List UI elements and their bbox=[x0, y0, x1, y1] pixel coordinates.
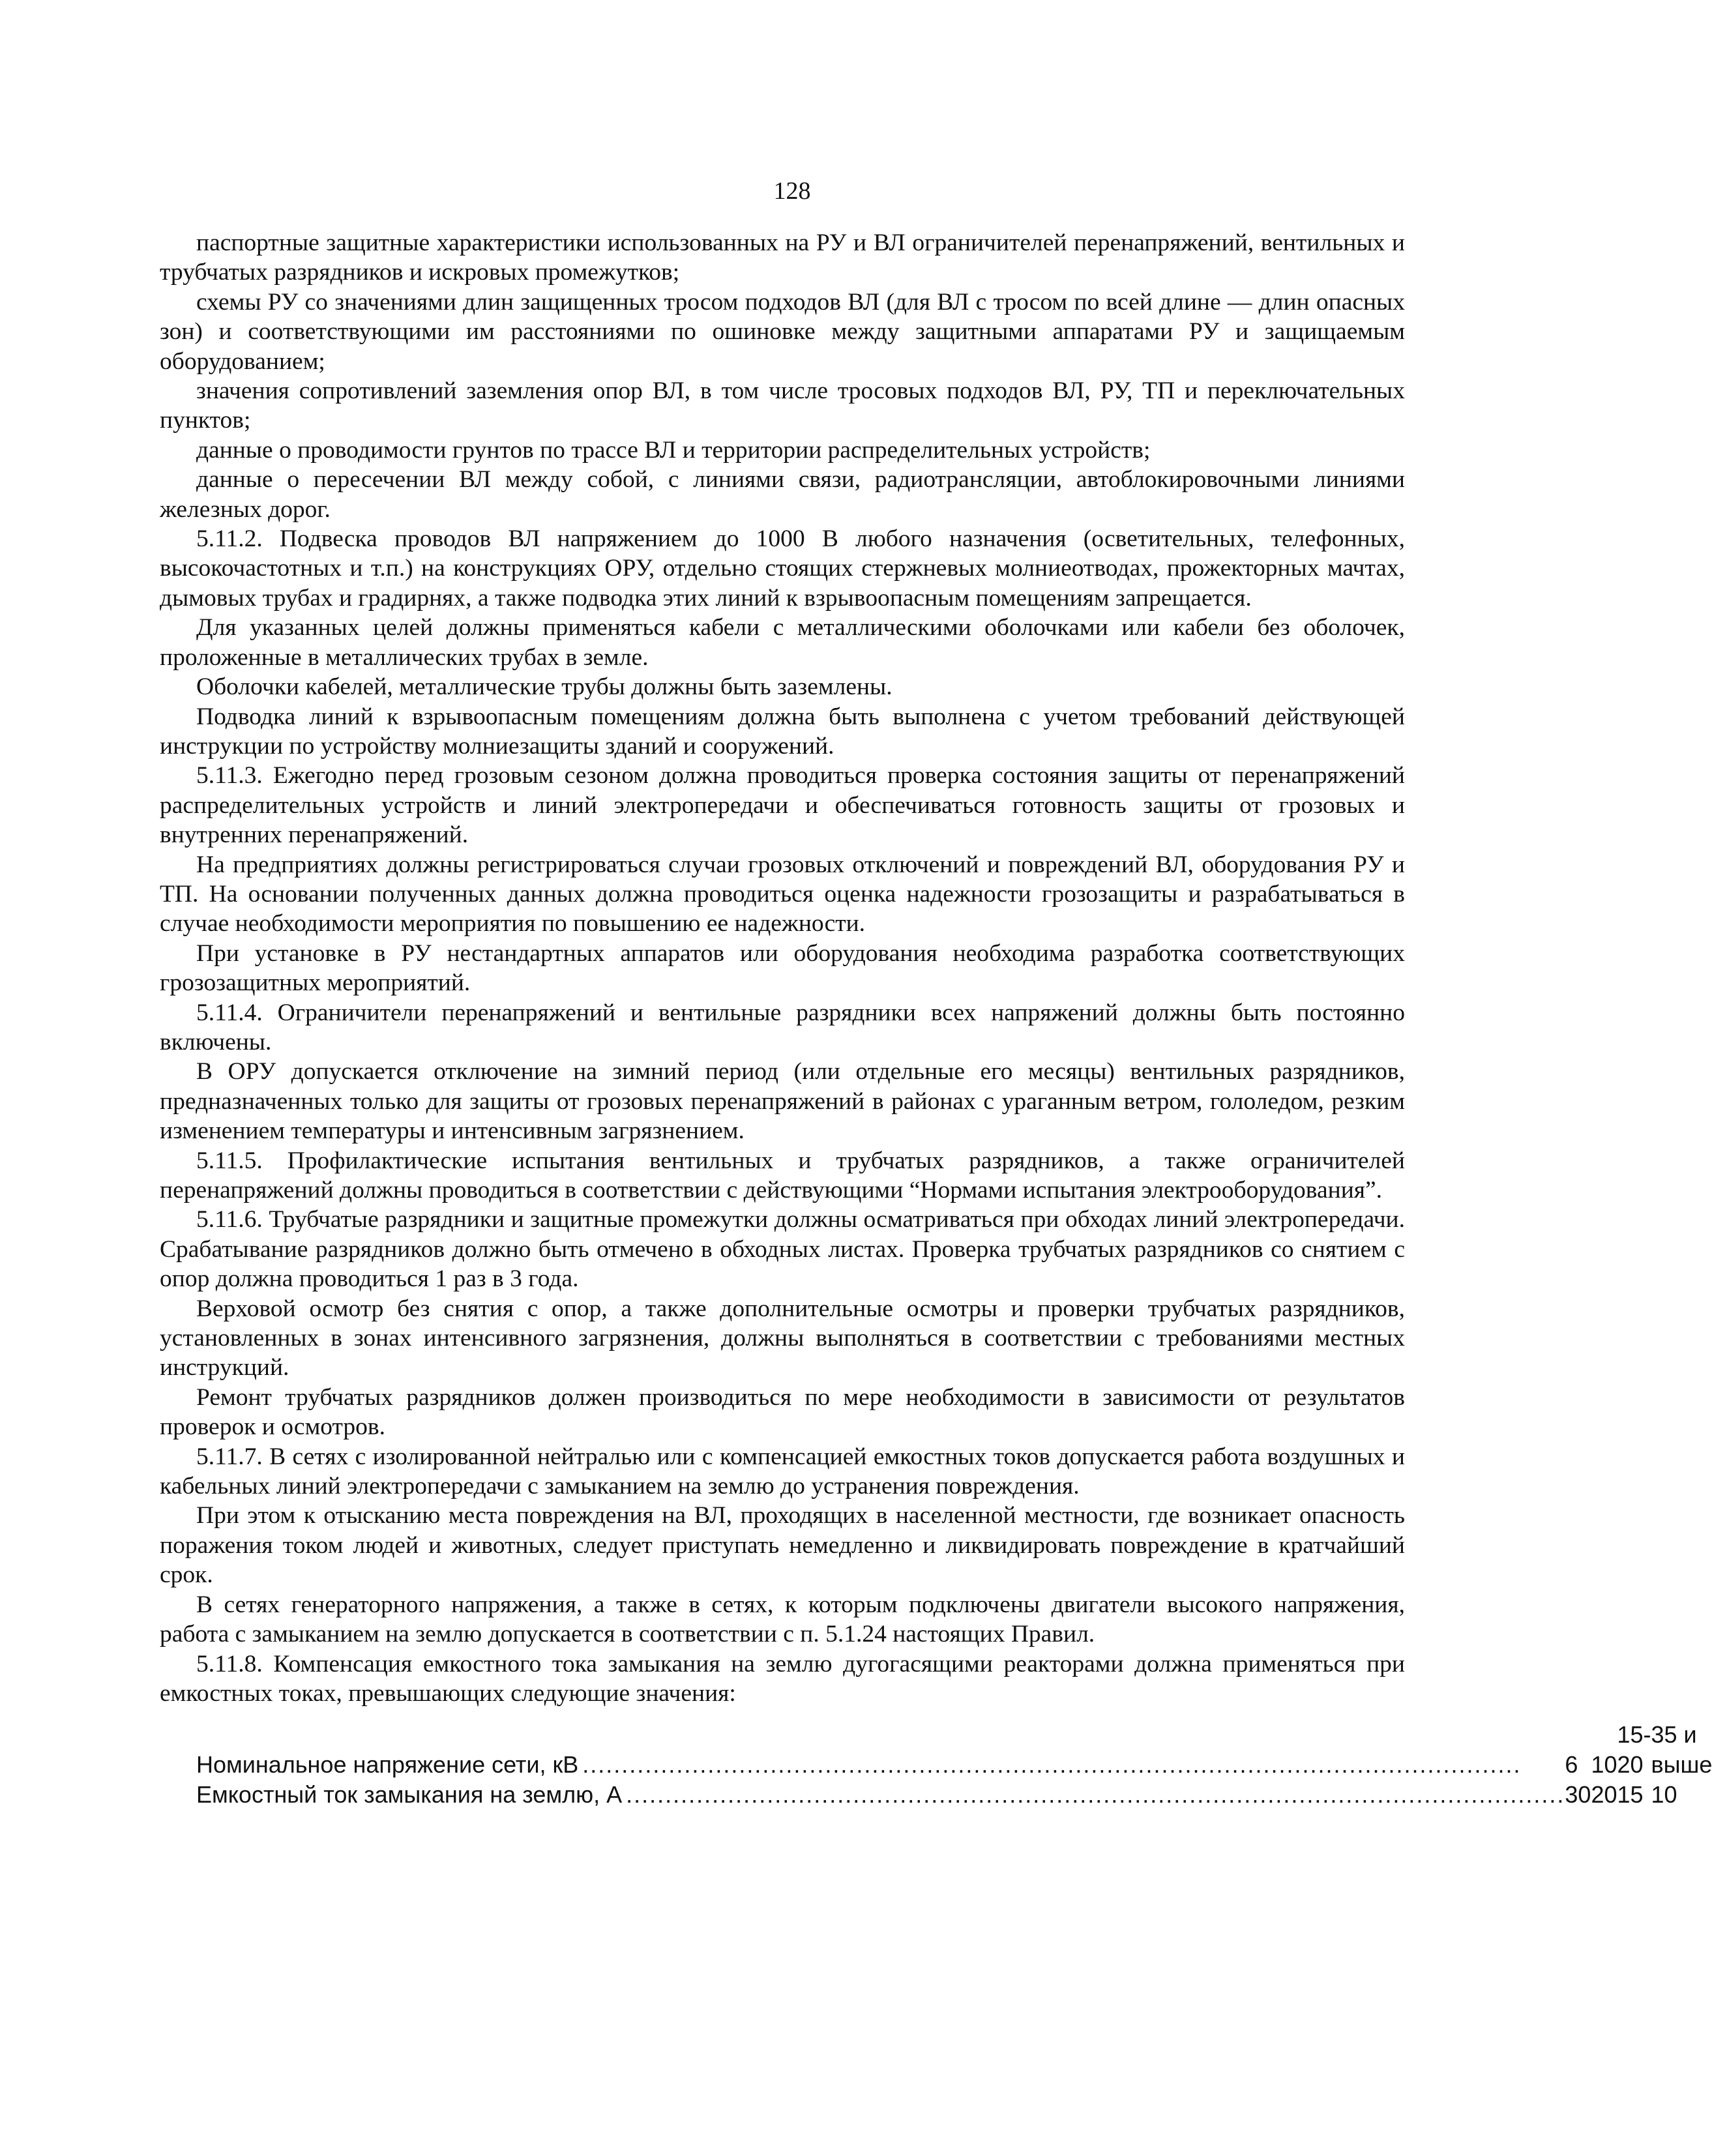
table-cell: 10 bbox=[1651, 1781, 1677, 1809]
paragraph: Подводка линий к взрывоопасным помещениям должна быть выполнена с учетом требований действующей инструкции по устройству молниезащиты зданий и сооружений. bbox=[160, 703, 1405, 760]
paragraph: При установке в РУ нестандартных аппаратов или оборудования необходима разработка соответствующих грозозащитных мероприятий. bbox=[160, 939, 1405, 997]
paragraph: При этом к отысканию места повреждения на ВЛ, проходящих в населенной местности, где возникает опасность поражения током людей и животных, следует приступать немедленно и ликвидировать повреждение в кратчайший срок. bbox=[160, 1502, 1405, 1589]
paragraph: схемы РУ со значениями длин защищенных тросом подходов ВЛ (для ВЛ с тросом по всей длине — длин опасных зон) и соответствующими им расстояниями по ошиновке между защитными аппаратами РУ и защищаемым оборудованием; bbox=[160, 288, 1405, 375]
table-cell: 15-20 bbox=[1617, 1721, 1651, 1779]
table-row bbox=[196, 1780, 1712, 1810]
table-cell: 10 bbox=[1591, 1751, 1617, 1779]
paragraph: 5.11.8. Компенсация емкостного тока замыкания на землю дугогасящими реакторами должна применяться при емкостных токах, превышающих следующие значения: bbox=[160, 1650, 1405, 1707]
document-page bbox=[160, 176, 1712, 1810]
paragraph: 5.11.4. Ограничители перенапряжений и вентильные разрядники всех напряжений должны быть постоянно включены. bbox=[160, 999, 1405, 1056]
page-number: 128 bbox=[773, 177, 811, 205]
table-row bbox=[196, 1720, 1712, 1780]
paragraph: На предприятиях должны регистрироваться случаи грозовых отключений и повреждений ВЛ, оборудования РУ и ТП. На основании полученных данных должна проводиться оценка надежности грозозащиты и разрабатываться в случае необходимости мероприятия по повышению ее надежности. bbox=[160, 851, 1405, 938]
table-cell: 6 bbox=[1565, 1751, 1578, 1779]
table-cell: 30 bbox=[1565, 1781, 1591, 1809]
paragraph: 5.11.6. Трубчатые разрядники и защитные промежутки должны осматриваться при обходах линий электропередачи. Срабатывание разрядников должно быть отмечено в обходных листах. Проверка трубчатых разрядников со снятием с опор должна проводиться 1 раз в 3 года. bbox=[160, 1206, 1405, 1293]
table-cell: 20 bbox=[1591, 1781, 1617, 1809]
document-body bbox=[160, 228, 1405, 1708]
paragraph: паспортные защитные характеристики использованных на РУ и ВЛ ограничителей перенапряжений, вентильных и трубчатых разрядников и искровых промежутков; bbox=[160, 229, 1405, 286]
paragraph: значения сопротивлений заземления опор ВЛ, в том числе тросовых подходов ВЛ, РУ, ТП и переключательных пунктов; bbox=[160, 377, 1405, 434]
paragraph: 5.11.2. Подвеска проводов ВЛ напряжением до 1000 В любого назначения (осветительных, телефонных, высокочастотных и т.п.) на конструкциях ОРУ, отдельно стоящих стержневых молниеотводах, прожекторных мачтах, дымовых трубах и градирнях, а также подводка этих линий к взрывоопасным помещениям запрещается. bbox=[160, 525, 1405, 612]
paragraph: 5.11.5. Профилактические испытания вентильных и трубчатых разрядников, а также ограничителей перенапряжений должны проводиться в соответствии с действующими “Нормами испытания электрооборудования”. bbox=[160, 1147, 1405, 1204]
paragraph: Оболочки кабелей, металлические трубы должны быть заземлены. bbox=[196, 673, 893, 701]
paragraph: данные о пересечении ВЛ между собой, с линиями связи, радиотрансляции, автоблокировочными линиями железных дорог. bbox=[160, 466, 1405, 523]
table-cell: 15 bbox=[1617, 1781, 1644, 1809]
table-cell: 35 и выше bbox=[1651, 1721, 1712, 1779]
paragraph: Для указанных целей должны применяться кабели с металлическими оболочками или кабели без оболочек, проложенные в металлических трубах в земле. bbox=[160, 614, 1405, 671]
paragraph: В сетях генераторного напряжения, а также в сетях, к которым подключены двигатели высокого напряжения, работа с замыканием на землю допускается в соответствии с п. 5.1.24 настоящих Правил. bbox=[160, 1591, 1405, 1648]
table-row-label: Номинальное напряжение сети, кВ ........................................................................................................................ bbox=[196, 1751, 1522, 1779]
paragraph: Ремонт трубчатых разрядников должен производиться по мере необходимости в зависимости от результатов проверок и осмотров. bbox=[160, 1383, 1405, 1441]
table-row-label: Емкостный ток замыкания на землю, А ........................................................................................................................ bbox=[196, 1781, 1565, 1809]
capacitive-current-table bbox=[196, 1720, 1712, 1810]
paragraph: 5.11.7. В сетях с изолированной нейтралью или с компенсацией емкостных токов допускается работа воздушных и кабельных линий электропередачи с замыканием на землю до устранения повреждения. bbox=[160, 1443, 1405, 1500]
paragraph: Верховой осмотр без снятия с опор, а также дополнительные осмотры и проверки трубчатых разрядников, установленных в зонах интенсивного загрязнения, должны выполняться в соответствии с требованиями местных инструкций. bbox=[160, 1295, 1405, 1381]
paragraph: 5.11.3. Ежегодно перед грозовым сезоном должна проводиться проверка состояния защиты от перенапряжений распределительных устройств и линий электропередачи и обеспечиваться готовность защиты от грозовых и внутренних перенапряжений. bbox=[160, 762, 1405, 849]
paragraph: В ОРУ допускается отключение на зимний период (или отдельные его месяцы) вентильных разрядников, предназначенных только для защиты от грозовых перенапряжений в районах с ураганным ветром, гололедом, резким изменением температуры и интенсивным загрязнением. bbox=[160, 1058, 1405, 1145]
paragraph: данные о проводимости грунтов по трассе ВЛ и территории распределительных устройств; bbox=[196, 436, 1151, 464]
